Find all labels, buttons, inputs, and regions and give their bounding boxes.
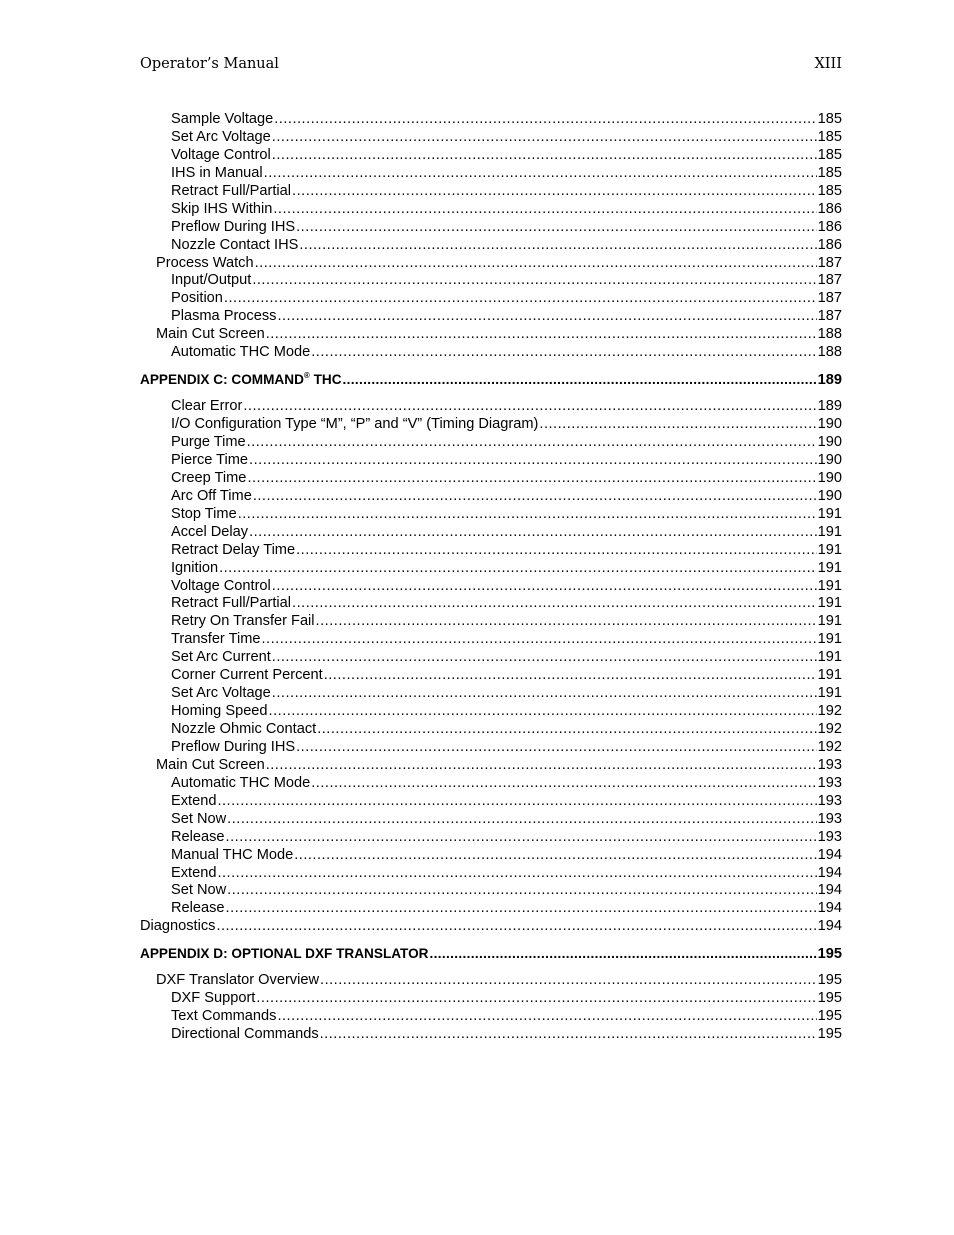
toc-entry-title: Retract Full/Partial xyxy=(171,182,292,199)
toc-entry-title: Transfer Time xyxy=(171,631,261,648)
toc-leader xyxy=(272,147,817,165)
toc-page-number: 187 xyxy=(817,272,842,289)
toc-leader xyxy=(316,613,817,631)
toc-page-number: 190 xyxy=(817,451,842,468)
toc-entry[interactable] xyxy=(140,326,842,344)
toc-leader xyxy=(219,560,817,578)
toc-page-number: 195 xyxy=(817,972,842,989)
toc-page-number: 187 xyxy=(817,290,842,307)
toc-entry[interactable] xyxy=(140,1008,842,1026)
toc-leader xyxy=(299,237,816,255)
toc-page-number: 191 xyxy=(817,649,842,666)
toc-leader xyxy=(261,631,816,649)
toc-page-number: 191 xyxy=(817,667,842,684)
toc-leader xyxy=(249,452,817,470)
toc-leader xyxy=(266,326,817,344)
toc-entry-title: Corner Current Percent xyxy=(171,667,323,684)
toc-leader xyxy=(243,398,816,416)
toc-entry[interactable] xyxy=(140,201,842,219)
toc-leader xyxy=(249,524,817,542)
toc-page-number: 189 xyxy=(817,372,842,389)
toc-page-number: 191 xyxy=(817,541,842,558)
toc-entry-title: Set Arc Voltage xyxy=(171,685,271,702)
toc-entry[interactable] xyxy=(140,272,842,290)
toc-entry-title: Set Arc Voltage xyxy=(171,128,271,145)
toc-entry[interactable] xyxy=(140,757,842,775)
toc-page-number: 191 xyxy=(817,577,842,594)
toc-page-number: 185 xyxy=(817,111,842,127)
toc-page-number: 191 xyxy=(817,685,842,702)
toc-entry-title: Retract Delay Time xyxy=(171,541,296,558)
toc-leader xyxy=(226,829,817,847)
toc-entry[interactable] xyxy=(140,237,842,255)
toc-entry-title: Manual THC Mode xyxy=(171,846,294,863)
toc-page-number: 194 xyxy=(817,882,842,899)
toc-entry[interactable] xyxy=(140,595,842,613)
toc-page-number: 195 xyxy=(817,946,842,963)
toc-leader xyxy=(296,219,817,237)
toc-page-number: 195 xyxy=(817,1026,842,1043)
toc-entry-title: Retract Full/Partial xyxy=(171,595,292,612)
toc-page-number: 190 xyxy=(817,469,842,486)
toc-page-number: 187 xyxy=(817,308,842,325)
table-of-contents xyxy=(140,111,842,1044)
page-header xyxy=(140,56,842,76)
toc-entry[interactable] xyxy=(140,255,842,273)
toc-entry[interactable] xyxy=(140,1026,842,1044)
toc-page-number: 190 xyxy=(817,487,842,504)
toc-entry[interactable] xyxy=(140,129,842,147)
toc-entry-title: Release xyxy=(171,828,225,845)
toc-leader xyxy=(252,272,816,290)
toc-entry-title: Plasma Process xyxy=(171,308,277,325)
toc-entry[interactable] xyxy=(140,578,842,596)
toc-entry-title: Clear Error xyxy=(171,398,243,415)
toc-entry[interactable] xyxy=(140,829,842,847)
toc-entry-title: Extend xyxy=(171,792,217,809)
registered-mark: ® xyxy=(303,371,310,381)
toc-entry[interactable] xyxy=(140,524,842,542)
appendix-title-suffix: THC xyxy=(313,372,342,388)
header-manual-title: Operator’s Manual xyxy=(140,56,279,72)
toc-entry[interactable] xyxy=(140,865,842,883)
toc-leader xyxy=(272,129,817,147)
toc-leader xyxy=(247,434,817,452)
toc-leader xyxy=(224,290,817,308)
toc-entry-title: Set Arc Current xyxy=(171,649,271,666)
toc-entry[interactable] xyxy=(140,703,842,721)
toc-page-number: 188 xyxy=(817,344,842,361)
toc-appendix-title: APPENDIX D: OPTIONAL DXF TRANSLATOR xyxy=(140,946,429,962)
toc-leader xyxy=(227,811,816,829)
toc-page-number: 194 xyxy=(817,900,842,917)
toc-page-number: 193 xyxy=(817,756,842,773)
toc-leader xyxy=(272,578,817,596)
toc-page-number: 185 xyxy=(817,128,842,145)
toc-entry-title: Creep Time xyxy=(171,469,247,486)
toc-entry-title: Arc Off Time xyxy=(171,487,252,504)
toc-entry-title: Homing Speed xyxy=(171,703,268,720)
toc-leader xyxy=(277,308,816,326)
appendix-title-text: APPENDIX C: COMMAND xyxy=(140,372,304,388)
toc-page-number: 194 xyxy=(817,846,842,863)
toc-entry[interactable] xyxy=(140,452,842,470)
toc-entry[interactable] xyxy=(140,882,842,900)
toc-entry[interactable] xyxy=(140,990,842,1008)
toc-leader xyxy=(227,882,816,900)
toc-page-number: 192 xyxy=(817,721,842,737)
toc-leader xyxy=(274,111,816,129)
toc-entry-title: DXF Support xyxy=(171,990,256,1007)
toc-leader xyxy=(320,1026,817,1044)
toc-leader xyxy=(317,721,816,739)
toc-leader xyxy=(539,416,816,434)
toc-entry[interactable] xyxy=(140,398,842,416)
toc-entry-title: Release xyxy=(171,900,225,917)
toc-leader xyxy=(311,775,816,793)
toc-entry-title: Process Watch xyxy=(156,254,254,271)
toc-entry-title: Nozzle Ohmic Contact xyxy=(171,721,317,737)
toc-leader xyxy=(238,506,817,524)
toc-entry-title: Pierce Time xyxy=(171,451,249,468)
toc-entry[interactable] xyxy=(140,219,842,237)
toc-entry-title: Retry On Transfer Fail xyxy=(171,613,315,630)
toc-entry[interactable] xyxy=(140,775,842,793)
toc-entry[interactable] xyxy=(140,470,842,488)
toc-page-number: 191 xyxy=(817,559,842,576)
toc-entry-title: Nozzle Contact IHS xyxy=(171,236,299,253)
toc-leader xyxy=(217,865,816,883)
toc-leader xyxy=(430,945,817,963)
toc-leader xyxy=(226,900,817,918)
toc-entry-title: Purge Time xyxy=(171,434,246,450)
header-page-number: XIII xyxy=(814,56,842,72)
toc-leader xyxy=(343,371,817,389)
toc-entry-title: Position xyxy=(171,290,223,307)
toc-leader xyxy=(296,739,817,757)
toc-page-number: 185 xyxy=(817,164,842,181)
toc-entry-title: Directional Commands xyxy=(171,1026,319,1043)
toc-entry-title: Sample Voltage xyxy=(171,111,274,127)
toc-entry-title: Automatic THC Mode xyxy=(171,344,311,361)
toc-leader xyxy=(277,1008,816,1026)
toc-page-number: 189 xyxy=(817,398,842,415)
toc-entry-title: Preflow During IHS xyxy=(171,218,296,235)
toc-leader xyxy=(292,595,817,613)
toc-entry-title: I/O Configuration Type “M”, “P” and “V” (Timing Diagram) xyxy=(171,416,539,433)
toc-entry-title: Automatic THC Mode xyxy=(171,774,311,791)
toc-entry-title: Voltage Control xyxy=(171,146,271,163)
toc-page-number: 192 xyxy=(817,703,842,720)
toc-entry[interactable] xyxy=(140,631,842,649)
toc-page-number: 185 xyxy=(817,146,842,163)
toc-page-number: 186 xyxy=(817,236,842,253)
toc-entry[interactable] xyxy=(140,434,842,452)
toc-entry-title: Set Now xyxy=(171,810,227,827)
toc-page-number: 195 xyxy=(817,990,842,1007)
toc-entry[interactable] xyxy=(140,344,842,362)
toc-entry[interactable] xyxy=(140,111,842,129)
toc-leader xyxy=(320,972,817,990)
toc-leader xyxy=(292,183,817,201)
toc-leader xyxy=(255,255,817,273)
toc-page-number: 190 xyxy=(817,434,842,450)
toc-entry[interactable] xyxy=(140,667,842,685)
toc-page-number: 187 xyxy=(817,254,842,271)
toc-entry-title: Voltage Control xyxy=(171,577,271,594)
toc-page-number: 186 xyxy=(817,218,842,235)
toc-appendix-heading[interactable] xyxy=(140,945,842,963)
toc-entry-title: Accel Delay xyxy=(171,523,249,540)
toc-leader xyxy=(311,344,816,362)
toc-entry-title: Input/Output xyxy=(171,272,252,289)
toc-entry[interactable] xyxy=(140,739,842,757)
toc-entry-title: Ignition xyxy=(171,559,219,576)
toc-page-number: 192 xyxy=(817,738,842,755)
toc-entry[interactable] xyxy=(140,847,842,865)
toc-entry-title: Main Cut Screen xyxy=(156,326,265,343)
toc-entry[interactable] xyxy=(140,649,842,667)
toc-page-number: 193 xyxy=(817,810,842,827)
toc-appendix-heading[interactable] xyxy=(140,371,842,389)
toc-entry-title: Text Commands xyxy=(171,1008,277,1025)
toc-entry[interactable] xyxy=(140,308,842,326)
toc-entry[interactable] xyxy=(140,506,842,524)
toc-entry-title: Set Now xyxy=(171,882,227,899)
toc-leader xyxy=(247,470,816,488)
toc-entry[interactable] xyxy=(140,542,842,560)
toc-leader xyxy=(269,703,817,721)
toc-appendix-title xyxy=(140,371,342,389)
toc-entry-title: DXF Translator Overview xyxy=(156,972,320,989)
toc-entry-title: Diagnostics xyxy=(140,918,216,935)
toc-entry-title: Stop Time xyxy=(171,505,237,522)
toc-leader xyxy=(272,649,817,667)
toc-page-number: 193 xyxy=(817,774,842,791)
toc-page-number: 190 xyxy=(817,416,842,433)
toc-leader xyxy=(256,990,816,1008)
toc-page-number: 191 xyxy=(817,631,842,648)
toc-entry-title: Skip IHS Within xyxy=(171,200,273,217)
toc-entry[interactable] xyxy=(140,685,842,703)
toc-entry[interactable] xyxy=(140,183,842,201)
toc-entry[interactable] xyxy=(140,918,842,936)
toc-page-number: 195 xyxy=(817,1008,842,1025)
toc-leader xyxy=(264,165,817,183)
toc-leader xyxy=(217,793,816,811)
toc-leader xyxy=(273,201,816,219)
toc-leader xyxy=(272,685,817,703)
toc-entry[interactable] xyxy=(140,972,842,990)
toc-entry[interactable] xyxy=(140,793,842,811)
toc-page-number: 185 xyxy=(817,182,842,199)
toc-entry[interactable] xyxy=(140,613,842,631)
toc-entry[interactable] xyxy=(140,165,842,183)
toc-page-number: 193 xyxy=(817,792,842,809)
toc-leader xyxy=(216,918,816,936)
toc-entry[interactable] xyxy=(140,147,842,165)
toc-leader xyxy=(266,757,817,775)
toc-page-number: 193 xyxy=(817,828,842,845)
toc-entry-title: Preflow During IHS xyxy=(171,738,296,755)
toc-page-number: 191 xyxy=(817,595,842,612)
toc-entry-title: IHS in Manual xyxy=(171,164,263,181)
toc-leader xyxy=(253,488,817,506)
toc-entry[interactable] xyxy=(140,811,842,829)
toc-entry-title: Main Cut Screen xyxy=(156,756,265,773)
toc-entry[interactable] xyxy=(140,900,842,918)
toc-page-number: 191 xyxy=(817,505,842,522)
toc-leader xyxy=(294,847,816,865)
toc-leader xyxy=(324,667,817,685)
toc-entry[interactable] xyxy=(140,416,842,434)
toc-entry-title: Extend xyxy=(171,864,217,881)
toc-page-number: 194 xyxy=(817,918,842,935)
toc-entry[interactable] xyxy=(140,721,842,739)
toc-page-number: 186 xyxy=(817,200,842,217)
toc-entry[interactable] xyxy=(140,488,842,506)
toc-page-number: 188 xyxy=(817,326,842,343)
toc-leader xyxy=(296,542,817,560)
toc-entry[interactable] xyxy=(140,560,842,578)
toc-page-number: 191 xyxy=(817,613,842,630)
toc-page-number: 194 xyxy=(817,864,842,881)
toc-entry[interactable] xyxy=(140,290,842,308)
toc-page-number: 191 xyxy=(817,523,842,540)
